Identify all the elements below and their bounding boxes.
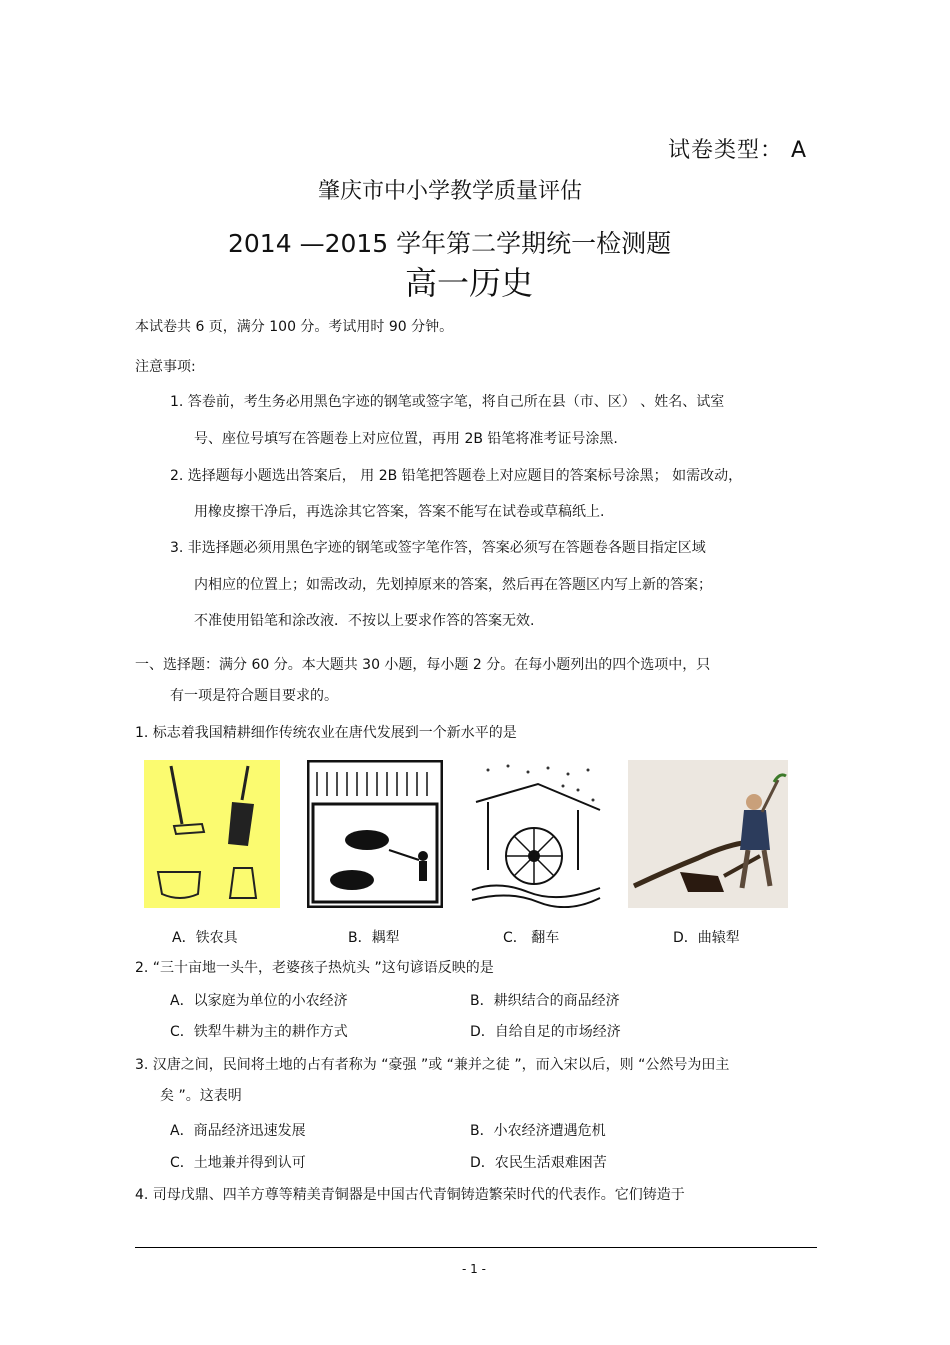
q1-option-b: B．耦犁 xyxy=(348,930,400,946)
notice-line: 不准使用铅笔和涂改液．不按以上要求作答的答案无效. xyxy=(194,613,535,629)
exam-term-title: 2014 —2015 学年第二学期统一检测题 xyxy=(228,229,672,258)
notice-line: 号、座位号填写在答题卷上对应位置，再用 2B 铅笔将准考证号涂黑. xyxy=(194,431,618,447)
image-water-wheel xyxy=(468,760,604,908)
question-4-stem: 4. 司母戊鼎、四羊方尊等精美青铜器是中国古代青铜铸造繁荣时代的代表作。它们铸造于 xyxy=(135,1187,685,1203)
notice-line: 1. 答卷前，考生务必用黑色字迹的钢笔或签字笔，将自己所在县（市、区） 、姓名、试室 xyxy=(170,394,725,410)
q1-option-d: D．曲辕犁 xyxy=(673,930,740,946)
q3-option-d: D．农民生活艰难困苦 xyxy=(470,1155,607,1171)
q2-option-b: B．耕织结合的商品经济 xyxy=(470,993,620,1009)
notice-line: 用橡皮擦干净后，再选涂其它答案，答案不能写在试卷或草稿纸上. xyxy=(194,504,605,520)
footer-rule xyxy=(135,1247,817,1248)
question-1-stem: 1. 标志着我国精耕细作传统农业在唐代发展到一个新水平的是 xyxy=(135,725,517,741)
notice-line: 内相应的位置上；如需改动，先划掉原来的答案，然后再在答题区内写上新的答案； xyxy=(194,577,712,593)
question-3-stem-cont: 矣 ”。这表明 xyxy=(160,1088,242,1104)
q1-option-c: C． 翻车 xyxy=(503,930,560,946)
exam-org-title: 肇庆市中小学教学质量评估 xyxy=(318,179,583,204)
q2-option-d: D．自给自足的市场经济 xyxy=(470,1024,621,1040)
section-heading: 一、选择题：满分 60 分。本大题共 30 小题，每小题 2 分。在每小题列出的四个选项中，只 xyxy=(135,657,711,673)
q2-option-c: C．铁犁牛耕为主的耕作方式 xyxy=(170,1024,348,1040)
question-3-stem: 3. 汉唐之间，民间将土地的占有者称为 “豪强 ”或 “兼并之徒 ”，而入宋以后，则 “公然号为田主 xyxy=(135,1057,730,1073)
subject-title: 高一历史 xyxy=(405,264,534,302)
notice-line: 3. 非选择题必须用黑色字迹的钢笔或签字笔作答，答案必须写在答题卷各题目指定区域 xyxy=(170,540,706,556)
notice-line: 2. 选择题每小题选出答案后， 用 2B 铅笔把答题卷上对应题目的答案标号涂黑； 如需改动， xyxy=(170,468,743,484)
q3-option-b: B．小农经济遭遇危机 xyxy=(470,1123,606,1139)
image-ox-plough xyxy=(307,760,443,908)
q2-option-a: A．以家庭为单位的小农经济 xyxy=(170,993,348,1009)
image-iron-tools xyxy=(144,760,280,908)
paper-type: 试卷类型： A xyxy=(668,138,808,163)
intro-text: 本试卷共 6 页，满分 100 分。考试用时 90 分钟。 xyxy=(135,319,454,335)
q3-option-c: C．土地兼并得到认可 xyxy=(170,1155,306,1171)
section-heading-cont: 有一项是符合题目要求的。 xyxy=(170,688,338,704)
image-curved-plough xyxy=(628,760,788,908)
notice-heading: 注意事项: xyxy=(135,359,196,375)
question-2-stem: 2. “三十亩地一头牛，老婆孩子热炕头 ”这句谚语反映的是 xyxy=(135,960,494,976)
q1-option-a: A．铁农具 xyxy=(172,930,238,946)
page-number: - 1 - xyxy=(462,1262,486,1276)
q3-option-a: A．商品经济迅速发展 xyxy=(170,1123,306,1139)
